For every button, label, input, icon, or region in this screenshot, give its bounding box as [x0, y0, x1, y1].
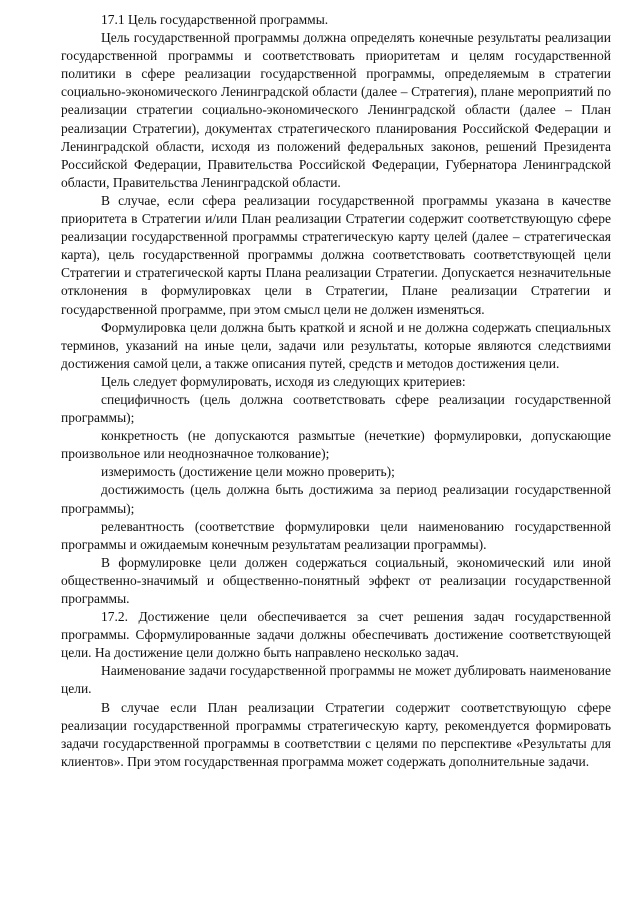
criterion-concreteness: конкретность (не допускаются размытые (нечеткие) формулировки, допускающие произвольное или неоднозначное толкование);: [61, 428, 611, 462]
criterion-specificity: специфичность (цель должна соответствовать сфере реализации государственной программы);: [61, 391, 611, 426]
paragraph-task-naming: Наименование задачи государственной программы не может дублировать наименование цели.: [61, 663, 611, 697]
criterion-relevance: релевантность (соответствие формулировки цели наименованию государственной программы и ожидаемым конечным результатам реализации программы).: [61, 518, 611, 552]
section-17-2-tasks: 17.2. Достижение цели обеспечивается за счет решения задач государственной программы. Сформулированные задачи должны обеспечивать достижение соответствующей цели. На достижение цели должно быть направлено несколько задач.: [61, 609, 611, 661]
criterion-measurability: измеримость (достижение цели можно проверить);: [101, 464, 395, 480]
paragraph-social-effect: В формулировке цели должен содержаться социальный, экономический или иной общественно-значимый и общественно-понятный эффект от реализации государственной программы.: [61, 554, 611, 606]
document-page: [61, 11, 611, 771]
paragraph-strategy-priority: В случае, если сфера реализации государственной программы указана в качестве приоритета в Стратегии и/или План реализации Стратегии содержит соответствующую сфере реализации государственной программы стратегическую карту целей (далее – стратегическая карта), цель государственной программы должна соответствовать соответствующей цели Стратегии и стратегической карты Плана реализации Стратегии. Допускается незначительные отклонения в формулировках цели в Стратегии, Плане реализации Стратегии и государственной программе, при этом смысл цели не должен изменяться.: [61, 192, 611, 317]
paragraph-goal-wording: Формулировка цели должна быть краткой и ясной и не должна содержать специальных терминов, указаний на иные цели, задачи или результаты, которые являются следствиями достижения самой цели, а также описания путей, средств и методов достижения цели.: [61, 319, 611, 371]
section-heading-17-1: 17.1 Цель государственной программы.: [101, 12, 329, 27]
paragraph-strategic-map-tasks: В случае если План реализации Стратегии содержит соответствующую сфере реализации государственной программы стратегическую карту, рекомендуется формировать задачи государственной программы в соответствии с целями по перспективе «Результаты для клиентов». При этом государственная программа может содержать дополнительные задачи.: [61, 699, 611, 769]
paragraph-criteria-intro: Цель следует формулировать, исходя из следующих критериев:: [101, 373, 466, 389]
paragraph-goal-definition: Цель государственной программы должна определять конечные результаты реализации государственной программы и соответствовать приоритетам и целям государственной политики в сфере реализации государственной программы, определяемым в стратегии социально-экономического Ленинградской области (далее – Стратегия), плане мероприятий по реализации стратегии социально-экономического Ленинградской области (далее – План реализации Стратегии), документах стратегического планирования Российской Федерации и Ленинградской области, исходя из положений федеральных законов, решений Президента Российской Федерации, Правительства Российской Федерации, Губернатора Ленинградской области, Правительства Ленинградской области.: [61, 30, 611, 190]
criterion-achievability: достижимость (цель должна быть достижима за период реализации государственной программы);: [61, 482, 611, 516]
